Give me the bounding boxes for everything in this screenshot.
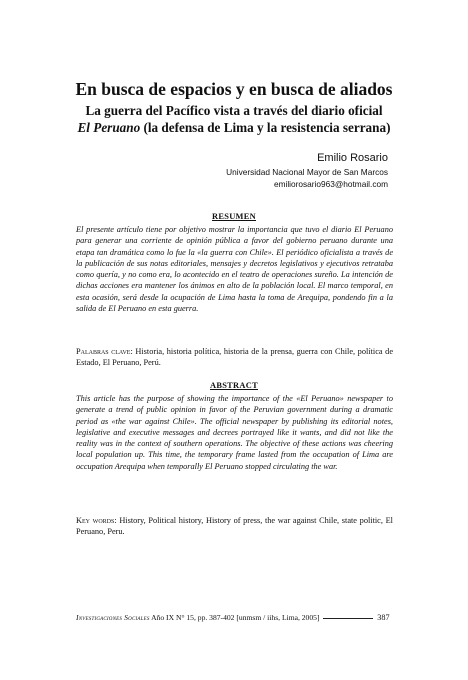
footer-rule (323, 618, 373, 619)
author-block (226, 151, 388, 190)
subtitle-newspaper-name: El Peruano (77, 120, 141, 135)
author-affiliation: Universidad Nacional Mayor de San Marcos (226, 167, 388, 177)
article-subtitle (40, 102, 428, 136)
abstract-keywords-list: History, Political history, History of press, the war against Chile, state politic, El Peruano, Peru. (76, 516, 393, 537)
author-name: Emilio Rosario (317, 152, 388, 164)
abstract-keywords (76, 515, 393, 538)
abstract-text: This article has the purpose of showing the importance of the «El Peruano» newspaper to generate a trend of public opinion in favor of the Peruvian government during a dramatic period as «the war against Chile». The official newspaper by publishing its editorial notes, legislative and executive messages and decrees portrayed like it wants, and did not like the reality was in the context of southern operations. The objective of these actions was cheering local population up. This time, the temporary frame lasted from the occupation of Lima are occupation Arequipa when temporally El Peruano stopped circulating the war. (76, 394, 393, 471)
journal-name: Investigaciones Sociales (76, 613, 150, 622)
resumen-keywords-list: Historia, historia política, historia de la prensa, guerra con Chile, política de Estado, El Peruano, Perú. (76, 347, 393, 368)
resumen-keywords-label: Palabras clave: (76, 347, 133, 356)
resumen-text: El presente artículo tiene por objetivo mostrar la importancia que tuvo el diario El Peruano para generar una corriente de opinión pública a favor del gobierno peruano durante una etapa tan dramática como lo fue la «la guerra con Chile». El periódico oficialista a través de la publicación de sus notas editoriales, mensajes y decretos legislativos y ejecutivos retrataba como quería, y no como era, lo acontecido en el teatro de operaciones sureño. La intención de dichas acciones era mantener los ánimos en alto de la población local. El marco temporal, en esta ocasión, será desde la ocupación de Lima hasta la toma de Arequipa, pondendo fin a la salida de El Peruano en esta guerra. (76, 225, 393, 314)
subtitle-line-1: La guerra del Pacífico vista a través del diario oficial (85, 103, 383, 118)
page-number: 387 (377, 613, 390, 622)
resumen-keywords (76, 346, 393, 369)
author-email[interactable]: emiliorosario963@hotmail.com (273, 179, 388, 189)
resumen-heading: RESUMEN (212, 212, 256, 221)
subtitle-line-2: (la defensa de Lima y la resistencia serrana) (140, 120, 391, 135)
journal-citation: Año IX N° 15, pp. 387-402 [unmsm / iihs, Lima, 2005] (151, 613, 320, 622)
article-title: En busca de espacios y en busca de aliados (75, 79, 393, 99)
abstract-keywords-label: Key words: (76, 516, 117, 525)
page-footer (76, 612, 396, 624)
abstract-heading: ABSTRACT (209, 381, 258, 390)
